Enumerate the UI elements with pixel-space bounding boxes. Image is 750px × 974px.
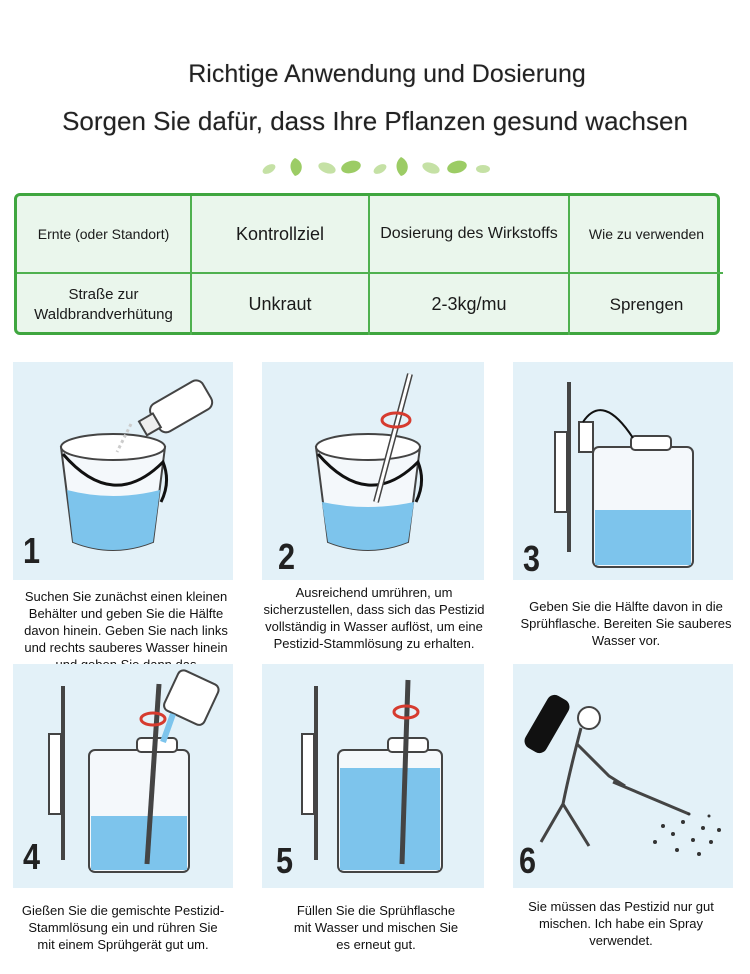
step-3-caption: Geben Sie die Hälfte davon in die Sprühflasche. Bereiten Sie sauberes Wasser vor. (520, 599, 732, 648)
step-3-number: 3 (523, 538, 541, 579)
sprayer-tank-icon (513, 362, 733, 580)
step-6-caption: Sie müssen das Pestizid nur gut mischen. Ich habe ein Spray verwendet. (528, 899, 714, 948)
step-6-illustration (513, 664, 733, 888)
step-2-illustration (262, 362, 484, 580)
step-4-number: 4 (23, 836, 41, 877)
step-3-illustration (513, 362, 733, 580)
bucket-bottle-icon (13, 362, 233, 580)
cell-dosage: 2-3kg/mu (370, 274, 570, 335)
sprayer-fill-icon (262, 664, 484, 888)
page-title: Richtige Anwendung und Dosierung (188, 60, 586, 88)
cell-usage: Sprengen (609, 294, 684, 314)
step-1-illustration (13, 362, 233, 580)
bucket-stir-icon (262, 362, 484, 580)
cell-crop: Straße zur Waldbrandverhütung (17, 274, 192, 335)
page-subtitle: Sorgen Sie dafür, dass Ihre Pflanzen gesund wachsen (62, 106, 688, 136)
header-usage: Wie zu verwenden (570, 196, 723, 274)
step-4-caption: Gießen Sie die gemischte Pestizid-Stammlösung ein und rühren Sie mit einem Sprühgerät gut um. (21, 903, 225, 952)
step-5-number: 5 (276, 840, 294, 881)
dosage-table (14, 193, 720, 335)
step-4-illustration (13, 664, 233, 888)
step-5-illustration (262, 664, 484, 888)
person-spraying-icon (513, 664, 733, 888)
header-target: Kontrollziel (192, 196, 370, 274)
step-1-caption: Suchen Sie zunächst einen kleinen Behälter und geben Sie die Hälfte davon hinein. Geben Sie nach links und rechts sauberes Wasser hinein (24, 589, 228, 655)
step-5-caption: Füllen Sie die Sprühflasche mit Wasser und mischen Sie es erneut gut. (293, 903, 459, 952)
sprayer-pour-icon (13, 664, 233, 888)
step-2-number: 2 (278, 536, 296, 577)
step-6-number: 6 (519, 840, 537, 881)
step-2-caption: Ausreichend umrühren, um sicherzustellen, dass sich das Pestizid vollständig in Wasser auflöst, um eine Pestizid-Stammlösung zu erhalten. (263, 585, 485, 651)
header-crop: Ernte (oder Standort) (17, 196, 192, 274)
header-dosage: Dosierung des Wirkstoffs (370, 196, 570, 274)
step-1-number: 1 (23, 530, 41, 571)
cell-target: Unkraut (192, 274, 370, 335)
leaf-divider-icon (255, 152, 495, 180)
